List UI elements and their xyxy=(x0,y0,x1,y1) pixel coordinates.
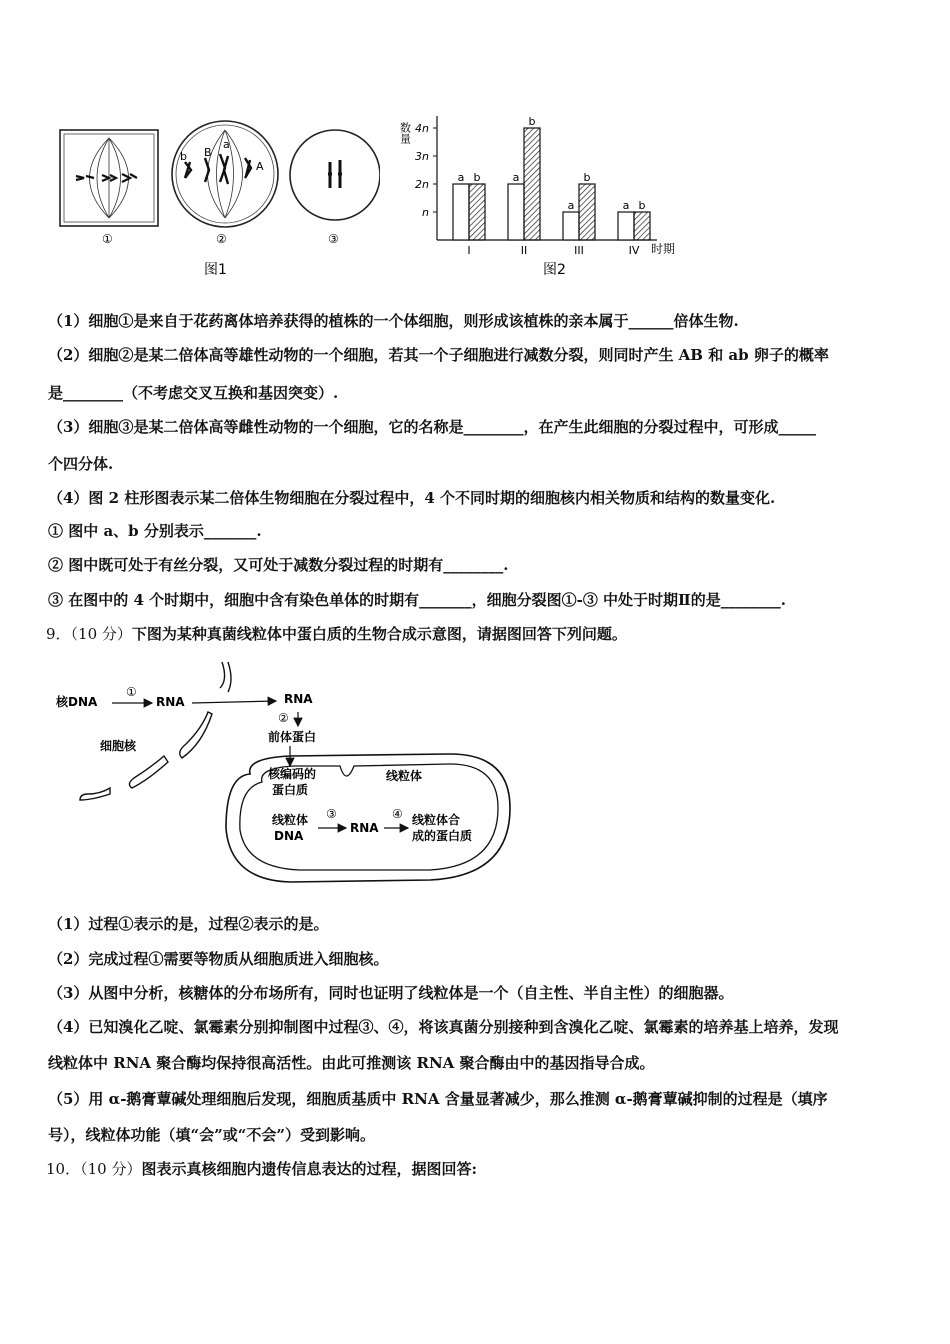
bar-a xyxy=(453,184,469,240)
label-step2: ② xyxy=(278,711,289,725)
label-step4: ④ xyxy=(392,807,403,821)
q9-stem: 下图为某种真菌线粒体中蛋白质的生物合成示意图，请据图回答下列问题。 xyxy=(131,625,627,643)
q8-part4-sub3: ③ 在图中的 4 个时期中，细胞中含有染色单体的时期有_______，细胞分裂图①-③ 中处于时期Ⅱ的是________. xyxy=(48,591,786,609)
q9-part1: （1）过程①表示的是，过程②表示的是。 xyxy=(48,915,329,933)
label-mito-dna-1: 线粒体 xyxy=(272,813,309,827)
label-rna-2: RNA xyxy=(284,692,313,706)
bar-label-b: b xyxy=(638,199,646,212)
q10-number: 10． xyxy=(46,1160,81,1178)
bar-a xyxy=(618,212,634,240)
cell-3-diagram xyxy=(290,130,380,246)
label-mito-protein-1: 线粒体合 xyxy=(412,813,461,827)
cell-1-diagram xyxy=(60,130,158,246)
figure-2-caption: 图2 xyxy=(543,262,566,278)
cell-3-label: ③ xyxy=(328,232,339,246)
cell-2-letter-a: a xyxy=(223,138,230,151)
bar-a xyxy=(508,184,524,240)
q8-part3-line2: 个四分体. xyxy=(48,455,114,473)
label-step1: ① xyxy=(126,685,137,699)
bar-label-a: a xyxy=(457,171,465,184)
y-tick-label: 4n xyxy=(415,122,429,135)
q8-part2-line2: 是________（不考虑交叉互换和基因突变）. xyxy=(48,384,339,402)
cell-2-label: ② xyxy=(216,232,227,246)
figure-2-chart xyxy=(395,108,695,283)
label-mito-protein-2: 成的蛋白质 xyxy=(412,829,473,843)
q10-stem: 图表示真核细胞内遗传信息表达的过程，据图回答: xyxy=(141,1160,477,1178)
chart-xlabel: 时期 xyxy=(651,242,676,256)
label-rna-1: RNA xyxy=(156,695,185,709)
bar-label-a: a xyxy=(567,199,575,212)
q9-score: （10 分） xyxy=(70,625,132,643)
cell-2-letter-B: B xyxy=(204,146,212,159)
q9-diagram xyxy=(50,658,520,888)
q8-part1: （1）细胞①是来自于花药离体培养获得的植株的一个体细胞，则形成该植株的亲本属于______倍体生物. xyxy=(48,312,739,330)
label-mitochondrion: 线粒体 xyxy=(386,769,423,783)
bar-label-b: b xyxy=(473,171,481,184)
cell-1-label: ① xyxy=(102,232,113,246)
q8-part4: （4）图 2 柱形图表示某二倍体生物细胞在分裂过程中，4 个不同时期的细胞核内相关物质和结构的数量变化. xyxy=(48,489,776,507)
x-tick-label: IV xyxy=(628,244,640,257)
x-tick-label: II xyxy=(520,244,528,257)
q9-number: 9． xyxy=(46,625,71,643)
q8-part4-sub1: ① 图中 a、b 分别表示_______. xyxy=(48,522,262,540)
bar-a xyxy=(563,212,579,240)
q9-stem-line xyxy=(46,623,906,645)
x-tick-label: I xyxy=(467,244,471,257)
chart-ylabel: 数量 xyxy=(398,122,412,144)
bar-label-b: b xyxy=(583,171,591,184)
q8-part4-sub2: ② 图中既可处于有丝分裂，又可处于减数分裂过程的时期有________. xyxy=(48,556,509,574)
cell-2-letter-A: A xyxy=(256,160,264,173)
q9-part4-line2: 线粒体中 RNA 聚合酶均保持很高活性。由此可推测该 RNA 聚合酶由中的基因指导合成。 xyxy=(48,1054,655,1072)
q10-stem-line xyxy=(46,1158,906,1180)
q9-part2: （2）完成过程①需要等物质从细胞质进入细胞核。 xyxy=(48,950,389,968)
y-tick-label: 3n xyxy=(415,150,429,163)
cell-2-diagram xyxy=(172,121,278,246)
bar-label-b: b xyxy=(528,115,536,128)
y-tick-label: n xyxy=(422,206,429,219)
q9-part5-line1: （5）用 α-鹅膏蕈碱处理细胞后发现，细胞质基质中 RNA 含量显著减少，那么推测 α-鹅膏蕈碱抑制的过程是（填序 xyxy=(48,1090,828,1108)
bar-label-a: a xyxy=(622,199,630,212)
q9-part5-line2: 号），线粒体功能（填“会”或“不会”）受到影响。 xyxy=(48,1126,376,1144)
bar-b xyxy=(469,184,485,240)
label-precursor-protein: 前体蛋白 xyxy=(268,730,317,744)
label-nucleus: 细胞核 xyxy=(100,739,137,753)
q8-part3-line1: （3）细胞③是某二倍体高等雌性动物的一个细胞，它的名称是________，在产生此细胞的分裂过程中，可形成_____ xyxy=(48,418,816,436)
label-step3: ③ xyxy=(326,807,337,821)
bar-label-a: a xyxy=(512,171,520,184)
q9-part4-line1: （4）已知溴化乙啶、氯霉素分别抑制图中过程③、④，将该真菌分别接种到含溴化乙啶、氯霉素的培养基上培养，发现 xyxy=(48,1018,839,1036)
bar-b xyxy=(524,128,540,240)
cell-2-letter-b: b xyxy=(180,150,187,163)
q8-part2-line1: （2）细胞②是某二倍体高等雄性动物的一个细胞，若其一个子细胞进行减数分裂，则同时产生 AB 和 ab 卵子的概率 xyxy=(48,346,829,364)
bar-b xyxy=(634,212,650,240)
label-mito-dna-2: DNA xyxy=(274,829,304,843)
label-rna-3: RNA xyxy=(350,821,379,835)
q10-score: （10 分） xyxy=(80,1160,142,1178)
q9-part3: （3）从图中分析，核糖体的分布场所有，同时也证明了线粒体是一个（自主性、半自主性）的细胞器。 xyxy=(48,984,734,1002)
label-nuclear-dna: 核DNA xyxy=(56,695,98,709)
figure-1 xyxy=(50,118,380,283)
bar-b xyxy=(579,184,595,240)
x-tick-label: III xyxy=(574,244,584,257)
label-nuclear-protein-2: 蛋白质 xyxy=(272,783,309,797)
label-nuclear-protein-1: 核编码的 xyxy=(268,767,317,781)
y-tick-label: 2n xyxy=(415,178,429,191)
figure-1-caption: 图1 xyxy=(204,262,227,278)
